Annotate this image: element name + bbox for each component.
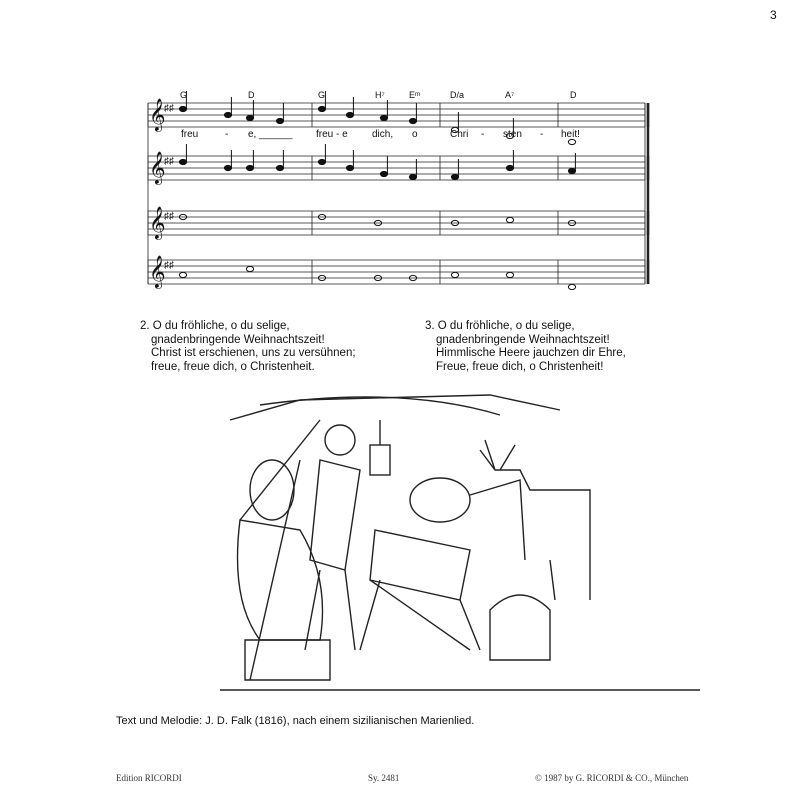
lyric: o xyxy=(412,129,418,140)
treble-clef-icon: 𝄞 xyxy=(149,256,166,287)
lyric: freu xyxy=(181,129,199,140)
verse-line: 2. O du fröhliche, o du selige, xyxy=(140,320,290,332)
verse-line: gnadenbringende Weihnachtszeit! xyxy=(151,333,325,346)
verse-line: gnadenbringende Weihnachtszeit! xyxy=(436,333,610,346)
verse-line: Christ ist erschienen, uns zu versühnen; xyxy=(151,347,356,359)
treble-clef-icon: 𝄞 xyxy=(149,99,166,130)
chord-symbol: D xyxy=(248,90,255,100)
chord-symbol: G xyxy=(180,90,188,100)
note-head xyxy=(568,139,575,144)
note-head xyxy=(346,165,353,170)
note-head xyxy=(380,115,387,120)
lyric: - xyxy=(481,129,485,140)
note-head xyxy=(246,115,253,120)
chord-symbol: A⁷ xyxy=(505,90,515,100)
lyric: e, ______ xyxy=(248,129,293,140)
key-signature: ♯♯ xyxy=(164,211,174,222)
key-signature: ♯♯ xyxy=(164,103,174,114)
footer-copyright: © 1987 by G. RICORDI & CO., München xyxy=(535,773,689,783)
note-head xyxy=(276,165,283,170)
chord-symbol: D xyxy=(570,90,577,100)
footer-publisher: Edition RICORDI xyxy=(116,773,182,783)
verse-line: Freue, freue dich, o Christenheit! xyxy=(436,360,604,373)
note-head xyxy=(246,266,253,271)
note-head xyxy=(409,118,416,123)
lyric-text: e, xyxy=(248,129,257,140)
chord-symbol: Eᵐ xyxy=(409,90,421,100)
verse-3 xyxy=(425,320,626,374)
lyric: Chri xyxy=(450,129,469,140)
treble-clef-icon: 𝄞 xyxy=(149,207,166,238)
note-head xyxy=(246,165,253,170)
note-head xyxy=(380,171,387,176)
lyric: - xyxy=(225,129,229,140)
note-head xyxy=(451,272,458,277)
note-head xyxy=(318,159,325,164)
note-head xyxy=(506,272,513,277)
note-head xyxy=(224,165,231,170)
note-head xyxy=(224,112,231,117)
lyric: - xyxy=(540,129,544,140)
lyric: sten xyxy=(503,129,522,140)
note-head xyxy=(506,217,513,222)
note-head xyxy=(568,168,575,173)
lyric: dich, xyxy=(372,129,394,140)
credit-line: Text und Melodie: J. D. Falk (1816), nach einem sizilianischen Marienlied. xyxy=(116,715,475,727)
key-signature: ♯♯ xyxy=(164,260,174,271)
note-head xyxy=(409,174,416,179)
lyric: heit! xyxy=(561,129,580,140)
page-number: 3 xyxy=(770,8,777,22)
chord-symbol: G xyxy=(318,90,326,100)
verse-line: Himmlische Heere jauchzen dir Ehre, xyxy=(436,347,626,359)
chord-symbol: H⁷ xyxy=(375,90,385,100)
key-signature: ♯♯ xyxy=(164,156,174,167)
note-head xyxy=(179,272,186,277)
verse-2 xyxy=(140,320,356,374)
verse-line: 3. O du fröhliche, o du selige, xyxy=(425,320,575,332)
note-head xyxy=(318,106,325,111)
nativity-illustration xyxy=(220,395,700,690)
chord-symbol: D/a xyxy=(450,90,465,100)
note-head xyxy=(276,118,283,123)
footer-catalog-number: Sy. 2481 xyxy=(368,773,400,783)
note-head xyxy=(451,174,458,179)
verse-line: freue, freue dich, o Christenheit. xyxy=(151,360,315,373)
lyric: freu - e xyxy=(316,129,348,140)
note-head xyxy=(568,284,575,289)
note-head xyxy=(346,112,353,117)
note-head xyxy=(179,159,186,164)
treble-clef-icon: 𝄞 xyxy=(149,152,166,183)
note-head xyxy=(506,165,513,170)
note-head xyxy=(179,106,186,111)
